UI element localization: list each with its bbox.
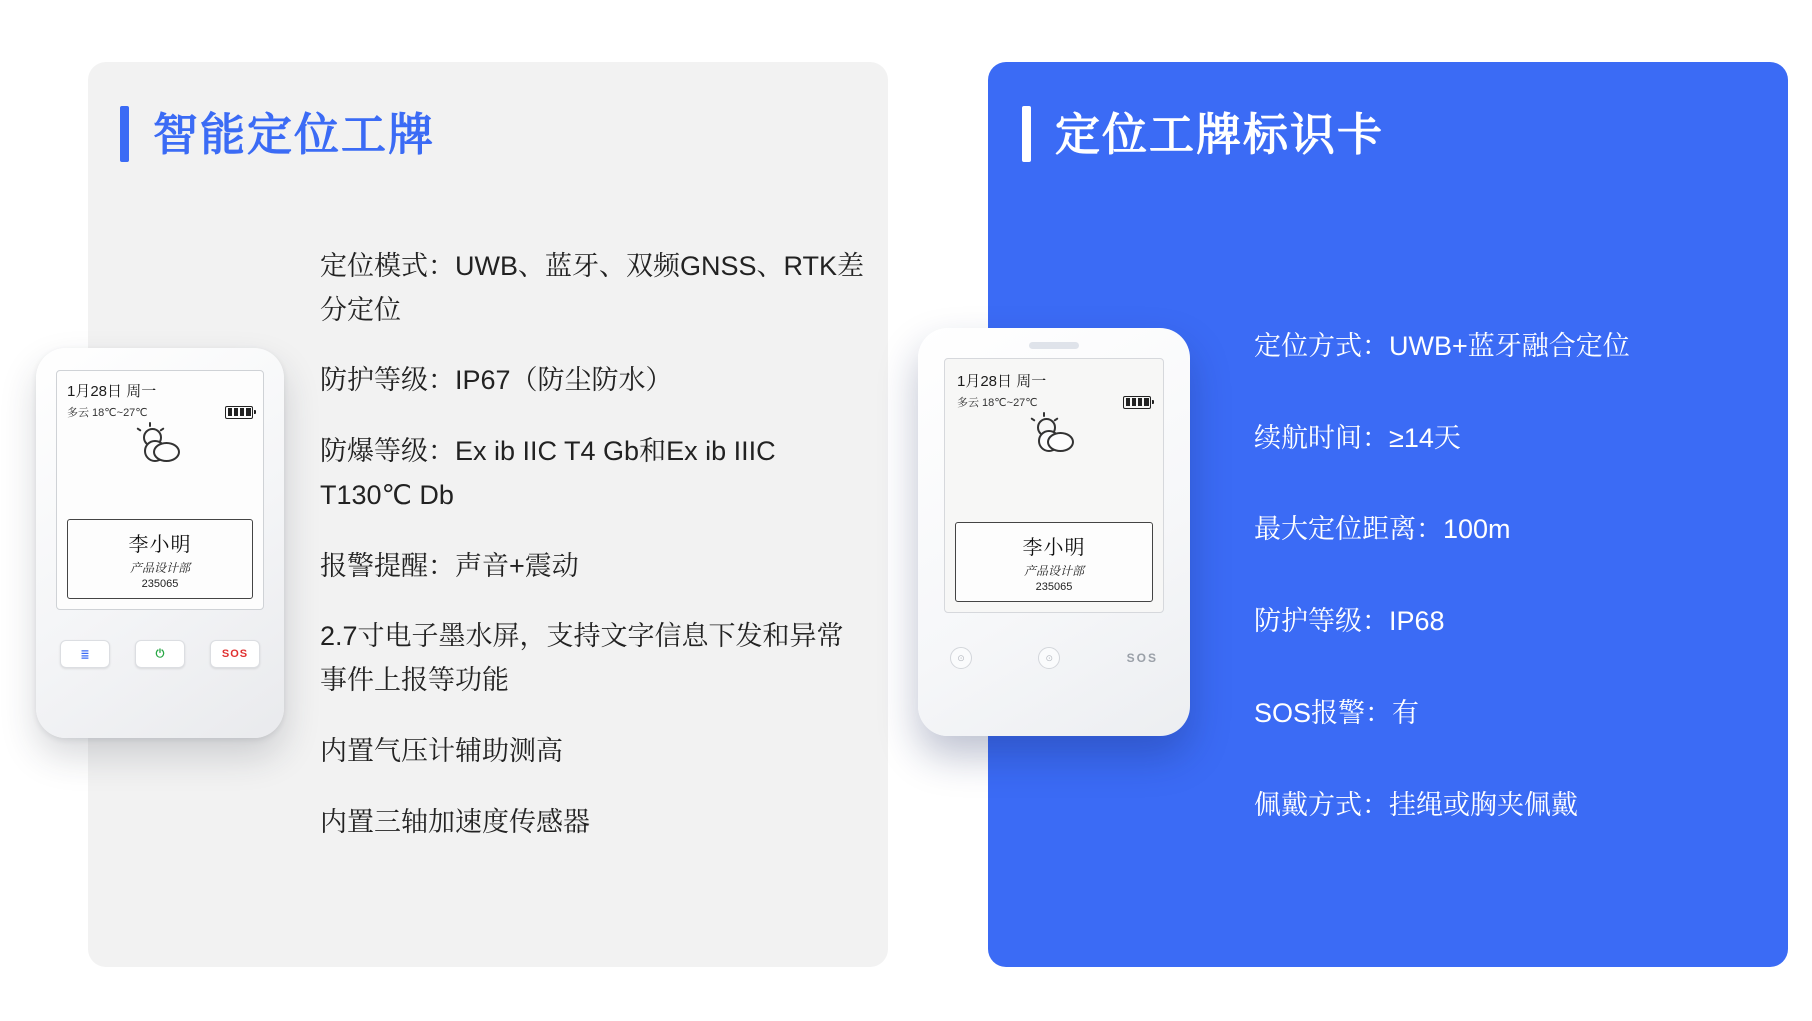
sun-behind-cloud-icon <box>1031 416 1077 454</box>
right-panel-title: 定位工牌标识卡 <box>1055 108 1385 160</box>
spec-item: 内置三轴加速度传感器 <box>320 806 590 837</box>
battery-full-icon <box>225 406 253 419</box>
sun-behind-cloud-icon <box>137 426 183 464</box>
menu-button[interactable]: ≣ <box>60 640 110 668</box>
spec-item: 防护等级：IP67（防尘防水） <box>320 365 673 396</box>
title-accent-bar <box>1022 106 1031 162</box>
device-button-row <box>944 647 1164 669</box>
sos-button[interactable]: SOS <box>1126 651 1158 665</box>
left-panel-title: 智能定位工牌 <box>153 108 436 160</box>
employee-name-card <box>67 519 253 599</box>
speaker-slot <box>1029 342 1079 349</box>
device-button-row <box>56 640 264 668</box>
spec-item: 2.7寸电子墨水屏，支持文字信息下发和异常事件上报等功能 <box>320 621 844 696</box>
spec-item: 定位模式：UWB、蓝牙、双频GNSS、RTK差分定位 <box>320 251 865 325</box>
spec-item: 内置气压计辅助测高 <box>320 735 563 766</box>
spec-item: SOS报警：有 <box>1254 697 1420 728</box>
spec-item: 最大定位距离：100m <box>1254 514 1511 545</box>
badge-id-card-device-front <box>918 328 1190 736</box>
spec-item: 佩戴方式：挂绳或胸夹佩戴 <box>1254 789 1578 820</box>
title-accent-bar <box>120 106 129 162</box>
left-panel-title-row <box>120 106 435 162</box>
battery-full-icon <box>1123 396 1151 409</box>
employee-id: 235065 <box>141 578 179 590</box>
screen-weather: 多云 18℃~27℃ <box>957 397 1038 409</box>
employee-id: 235065 <box>1035 581 1073 593</box>
right-panel-title-row <box>1022 106 1384 162</box>
eink-display <box>56 370 264 610</box>
screen-weather: 多云 18℃~27℃ <box>67 407 148 419</box>
employee-name-card <box>955 522 1153 602</box>
eink-header <box>67 383 253 401</box>
smart-badge-device-front <box>36 348 284 738</box>
employee-department: 产品设计部 <box>1023 564 1084 578</box>
left-button[interactable]: ⊙ <box>950 647 972 669</box>
eink-header <box>957 373 1151 391</box>
spec-item: 防护等级：IP68 <box>1254 606 1445 637</box>
employee-department: 产品设计部 <box>129 561 190 575</box>
spec-item: 定位方式：UWB+蓝牙融合定位 <box>1254 331 1630 361</box>
sos-button[interactable]: SOS <box>210 640 260 668</box>
spec-item: 报警提醒：声音+震动 <box>320 550 579 581</box>
employee-name: 李小明 <box>1022 537 1086 559</box>
screen-date: 1月28日 周一 <box>67 383 157 400</box>
right-spec-list <box>1254 325 1764 875</box>
eink-weather-row <box>957 394 1151 410</box>
spec-item: 防爆等级：Ex ib IIC T4 Gb和Ex ib IIIC T130℃ Db <box>320 436 776 510</box>
power-button[interactable]: ⏻ <box>135 640 185 668</box>
middle-button[interactable]: ⊙ <box>1038 647 1060 669</box>
eink-weather-row <box>67 404 253 420</box>
left-spec-list <box>320 245 865 871</box>
spec-item: 续航时间：≥14天 <box>1254 422 1461 453</box>
employee-name: 李小明 <box>128 534 192 556</box>
screen-date: 1月28日 周一 <box>957 373 1047 390</box>
eink-display <box>944 358 1164 613</box>
